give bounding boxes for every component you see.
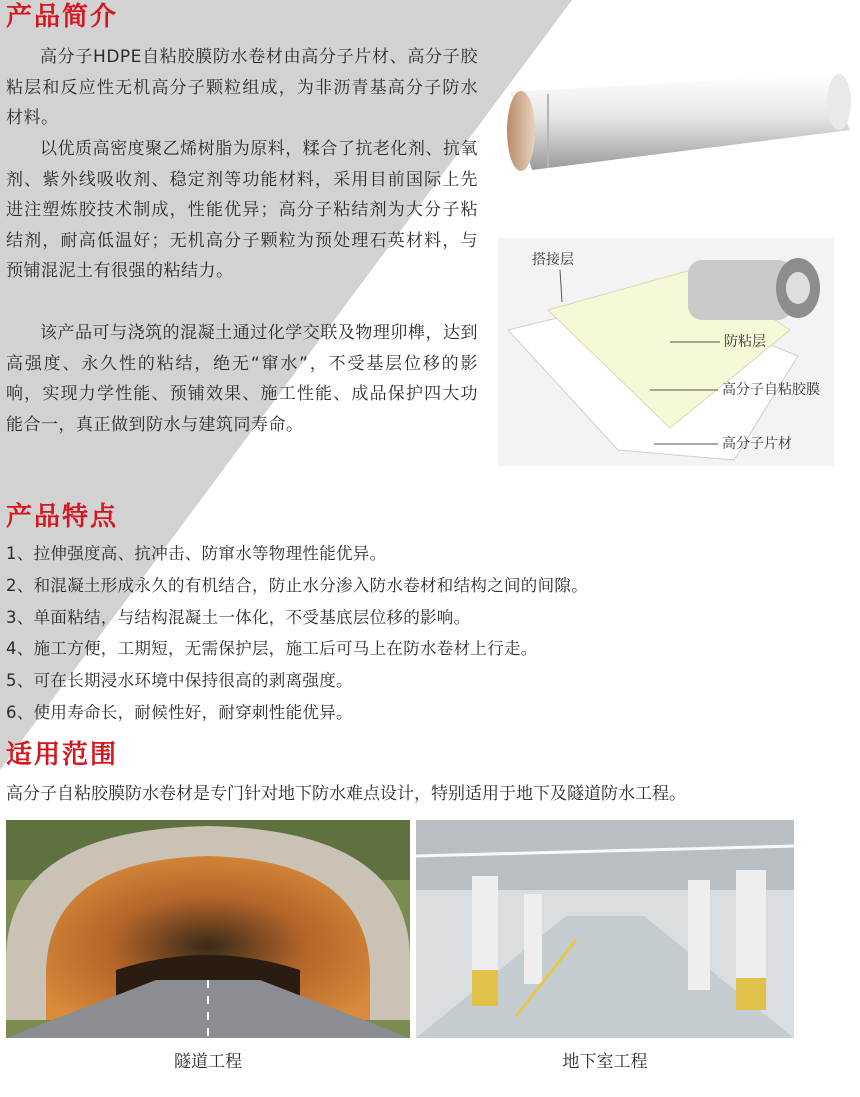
features-title: 产品特点: [6, 502, 119, 532]
intro-title: 产品简介: [6, 2, 119, 32]
features-list: [6, 538, 588, 729]
svg-text:防粘层: 防粘层: [724, 334, 766, 350]
layer-structure-diagram: [498, 238, 834, 466]
tunnel-photo: [6, 820, 410, 1038]
intro-paragraph-3: 该产品可与浇筑的混凝土通过化学交联及物理卯榫，达到高强度、永久性的粘结，绝无“窜水”，不受基层位移的影响，实现力学性能、预铺效果、施工性能、成品保护四大功能合一，真正做到防水与建筑同寿命。: [6, 323, 478, 435]
svg-text:高分子片材: 高分子片材: [722, 436, 792, 452]
feature-item: 2、和混凝土形成永久的有机结合，防止水分渗入防水卷材和结构之间的间隙。: [6, 575, 588, 595]
scope-description: 高分子自粘胶膜防水卷材是专门针对地下防水难点设计，特别适用于地下及隧道防水工程。: [6, 784, 686, 804]
feature-item: 1、拉伸强度高、抗冲击、防窜水等物理性能优异。: [6, 544, 387, 563]
tunnel-caption: 隧道工程: [174, 1052, 242, 1072]
intro-paragraph-1: 高分子HDPE自粘胶膜防水卷材由高分子片材、高分子胶粘层和反应性无机高分子颗粒组成，为非沥青基高分子防水材料。: [6, 47, 478, 129]
scope-title: 适用范围: [6, 740, 119, 770]
membrane-roll-image: [488, 70, 856, 182]
intro-paragraph-2: 以优质高密度聚乙烯树脂为原料，糅合了抗老化剂、抗氧剂、紫外线吸收剂、稳定剂等功能材料，采用目前国际上先进注塑炼胶技术制成，性能优异；高分子粘结剂为大分子粘结剂，耐高低温好；无机高分子颗粒为预处理石英材料，与预铺混泥土有很强的粘结力。: [6, 139, 478, 282]
svg-text:高分子自粘胶膜: 高分子自粘胶膜: [722, 382, 820, 398]
feature-item: 4、施工方便，工期短，无需保护层，施工后可马上在防水卷材上行走。: [6, 639, 538, 659]
feature-item: 5、可在长期浸水环境中保持很高的剥离强度。: [6, 671, 353, 691]
feature-item: 6、使用寿命长，耐候性好，耐穿刺性能优异。: [6, 702, 353, 722]
basement-photo: [416, 820, 794, 1038]
svg-text:搭接层: 搭接层: [532, 252, 574, 268]
feature-item: 3、单面粘结，与结构混凝土一体化，不受基底层位移的影响。: [6, 607, 471, 627]
basement-caption: 地下室工程: [562, 1052, 648, 1072]
